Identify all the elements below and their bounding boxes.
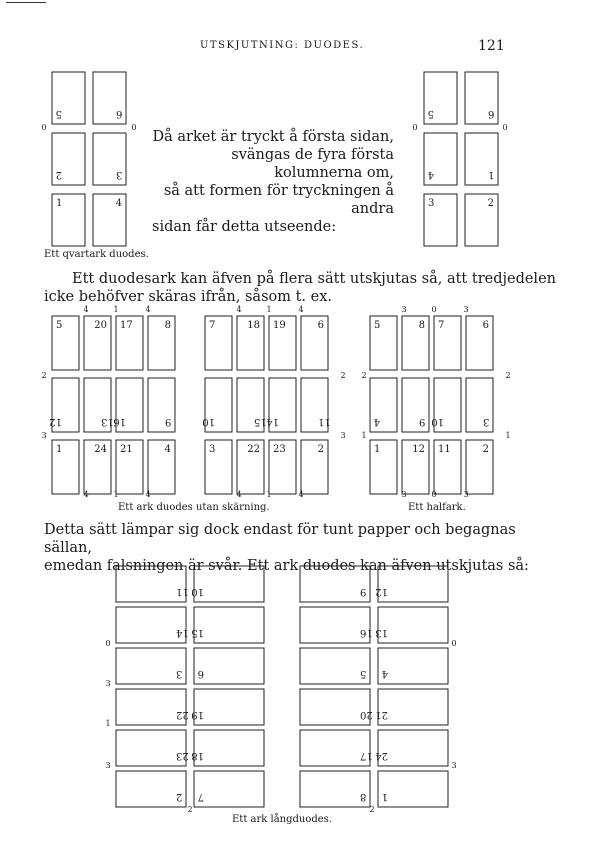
fold-mark: 3 [401,490,407,499]
page-number-label: 2 [55,169,62,180]
page-number-label: 11 [438,444,451,455]
page-number-label: 5 [55,108,62,119]
page-number-label: 11 [318,416,331,427]
middle-line: icke behöfver skäras ifrån, såsom t. ex. [44,289,333,305]
fold-mark: 0 [502,123,508,132]
page-number-label: 6 [197,668,204,679]
fold-mark: 3 [105,761,111,770]
page-number-label: 4 [373,416,380,427]
fold-mark: 4 [145,305,151,314]
long-duodes-caption: Ett ark långduodes. [232,814,332,825]
fold-mark: 4 [83,490,89,499]
page-number-label: 22 [176,709,189,720]
page-number-label: 18 [191,750,204,761]
page-number-label: 2 [482,444,489,455]
fold-mark: 1 [505,431,511,440]
page-number-label: 22 [247,444,260,455]
page-number-label: 6 [116,108,123,119]
fold-mark: 3 [451,761,457,770]
fold-mark: 1 [266,305,272,314]
page-number-label: 12 [375,586,388,597]
page-number-label: 15 [191,627,204,638]
page-number-label: 9 [165,416,172,427]
fold-mark: 0 [131,123,137,132]
page-number-label: 21 [120,444,133,455]
page-number-label: 8 [164,320,171,331]
page-box [300,771,370,807]
fold-mark: 2 [369,805,375,814]
page-number-label: 2 [317,444,324,455]
page-number-label: 12 [412,444,425,455]
fold-mark: 1 [266,490,272,499]
page-number-label: 5 [427,108,434,119]
page-number-label: 10 [431,416,444,427]
page-box [116,771,186,807]
fold-mark: 0 [451,639,457,648]
page-box [300,648,370,684]
fold-mark: 3 [463,305,469,314]
page-number-label: 10 [191,586,204,597]
intro-line: sidan får detta utseende: [152,219,337,235]
page-number-label: 6 [317,320,324,331]
page-number-label: 24 [94,444,107,455]
page-number-label: 4 [381,668,388,679]
fold-mark: 3 [41,431,47,440]
page-number-label: 2 [487,198,494,209]
page-number-label: 23 [273,444,286,455]
page-number-label: 19 [191,709,204,720]
page-number-label: 3 [176,668,183,679]
fold-mark: 1 [113,490,119,499]
page-number-label: 3 [483,416,490,427]
diagram3-caption: Ett halfark. [408,502,466,513]
page-number-label: 17 [120,320,133,331]
page-number-label: 16 [360,627,373,638]
page-box [116,648,186,684]
page-number-label: 8 [360,791,367,802]
intro-line: så att formen för tryckningen å andra [163,183,394,217]
page-box [300,607,370,643]
page-number-label: 5 [56,320,63,331]
fold-mark: 4 [298,490,304,499]
page-number-label: 14 [176,627,189,638]
fold-mark: 1 [105,719,111,728]
fold-mark: 2 [505,371,511,380]
page-number-label: 20 [360,709,373,720]
page-number-label: 11 [176,586,189,597]
page-number-label: 17 [360,750,373,761]
page-number-label: 12 [49,416,62,427]
page-number-label: 3 [209,444,216,455]
page-number-label: 6 [482,320,489,331]
middle-line: Ett duodesark kan äfven på flera sätt utskjutas så, att tredjedelen [72,271,556,287]
page-number-label: 15 [254,416,267,427]
fold-mark: 4 [145,490,151,499]
page-number-label: 7 [197,791,204,802]
page-number-label: 1 [381,791,388,802]
page-number-label: 2 [176,791,183,802]
page-number-label: 20 [94,320,107,331]
fold-mark: 3 [105,679,111,688]
page-number: 121 [478,38,505,54]
page-number-label: 7 [438,320,445,331]
page-number-label: 7 [209,320,216,331]
page-box [116,607,186,643]
intro-line: Då arket är tryckt å första sidan, [152,129,394,145]
fold-mark: 2 [340,371,346,380]
fold-mark: 0 [105,639,111,648]
page-number-label: 24 [375,750,388,761]
page-number-label: 9 [419,416,426,427]
page-number-label: 14 [266,416,279,427]
page-number-label: 3 [116,169,123,180]
fold-mark: 3 [463,490,469,499]
page-box [300,689,370,725]
fold-mark: 4 [236,305,242,314]
diagram1-caption: Ett ark duodes utan skärning. [118,502,270,513]
page-number-label: 13 [375,627,388,638]
page-number-label: 3 [428,198,435,209]
page-number-label: 10 [202,416,215,427]
fold-mark: 0 [41,123,47,132]
page-number-label: 1 [56,198,63,209]
fold-mark: 0 [431,490,437,499]
page-number-label: 21 [375,709,388,720]
page-number-label: 1 [56,444,63,455]
page-number-label: 5 [360,668,367,679]
page-number-label: 1 [374,444,381,455]
page-box [116,730,186,766]
fold-mark: 2 [361,371,367,380]
fold-mark: 4 [236,490,242,499]
page-number-label: 23 [176,750,189,761]
page-number-label: 19 [273,320,286,331]
fold-mark: 2 [41,371,47,380]
page-box [116,566,186,602]
page-number-label: 9 [360,586,367,597]
fold-mark: 3 [401,305,407,314]
page-box [116,689,186,725]
page-number-label: 16 [113,416,126,427]
page-number-label: 5 [374,320,381,331]
page-box [300,566,370,602]
page-box [300,730,370,766]
fold-mark: 0 [431,305,437,314]
lower-line: emedan falsningen är svår. Ett ark duodes kan äfven utskjutas så: [44,558,529,574]
page-number-label: 1 [488,169,495,180]
page-number-label: 18 [247,320,260,331]
quarto-caption: Ett qvartark duodes. [44,249,149,260]
page-number-label: 4 [427,169,434,180]
intro-line: svängas de fyra första kolumnerna om, [231,147,394,181]
page-number-label: 13 [101,416,114,427]
fold-mark: 1 [361,431,367,440]
fold-mark: 0 [412,123,418,132]
fold-mark: 3 [340,431,346,440]
fold-mark: 4 [298,305,304,314]
fold-mark: 2 [187,805,193,814]
page-number-label: 8 [418,320,425,331]
running-header: UTSKJUTNING: DUODES. [200,40,365,51]
page-number-label: 4 [164,444,171,455]
fold-mark: 4 [83,305,89,314]
lower-line: Detta sätt lämpar sig dock endast för tunt papper och begagnas sällan, [44,522,516,556]
fold-mark: 1 [113,305,119,314]
page-number-label: 6 [488,108,495,119]
page-number-label: 4 [115,198,122,209]
